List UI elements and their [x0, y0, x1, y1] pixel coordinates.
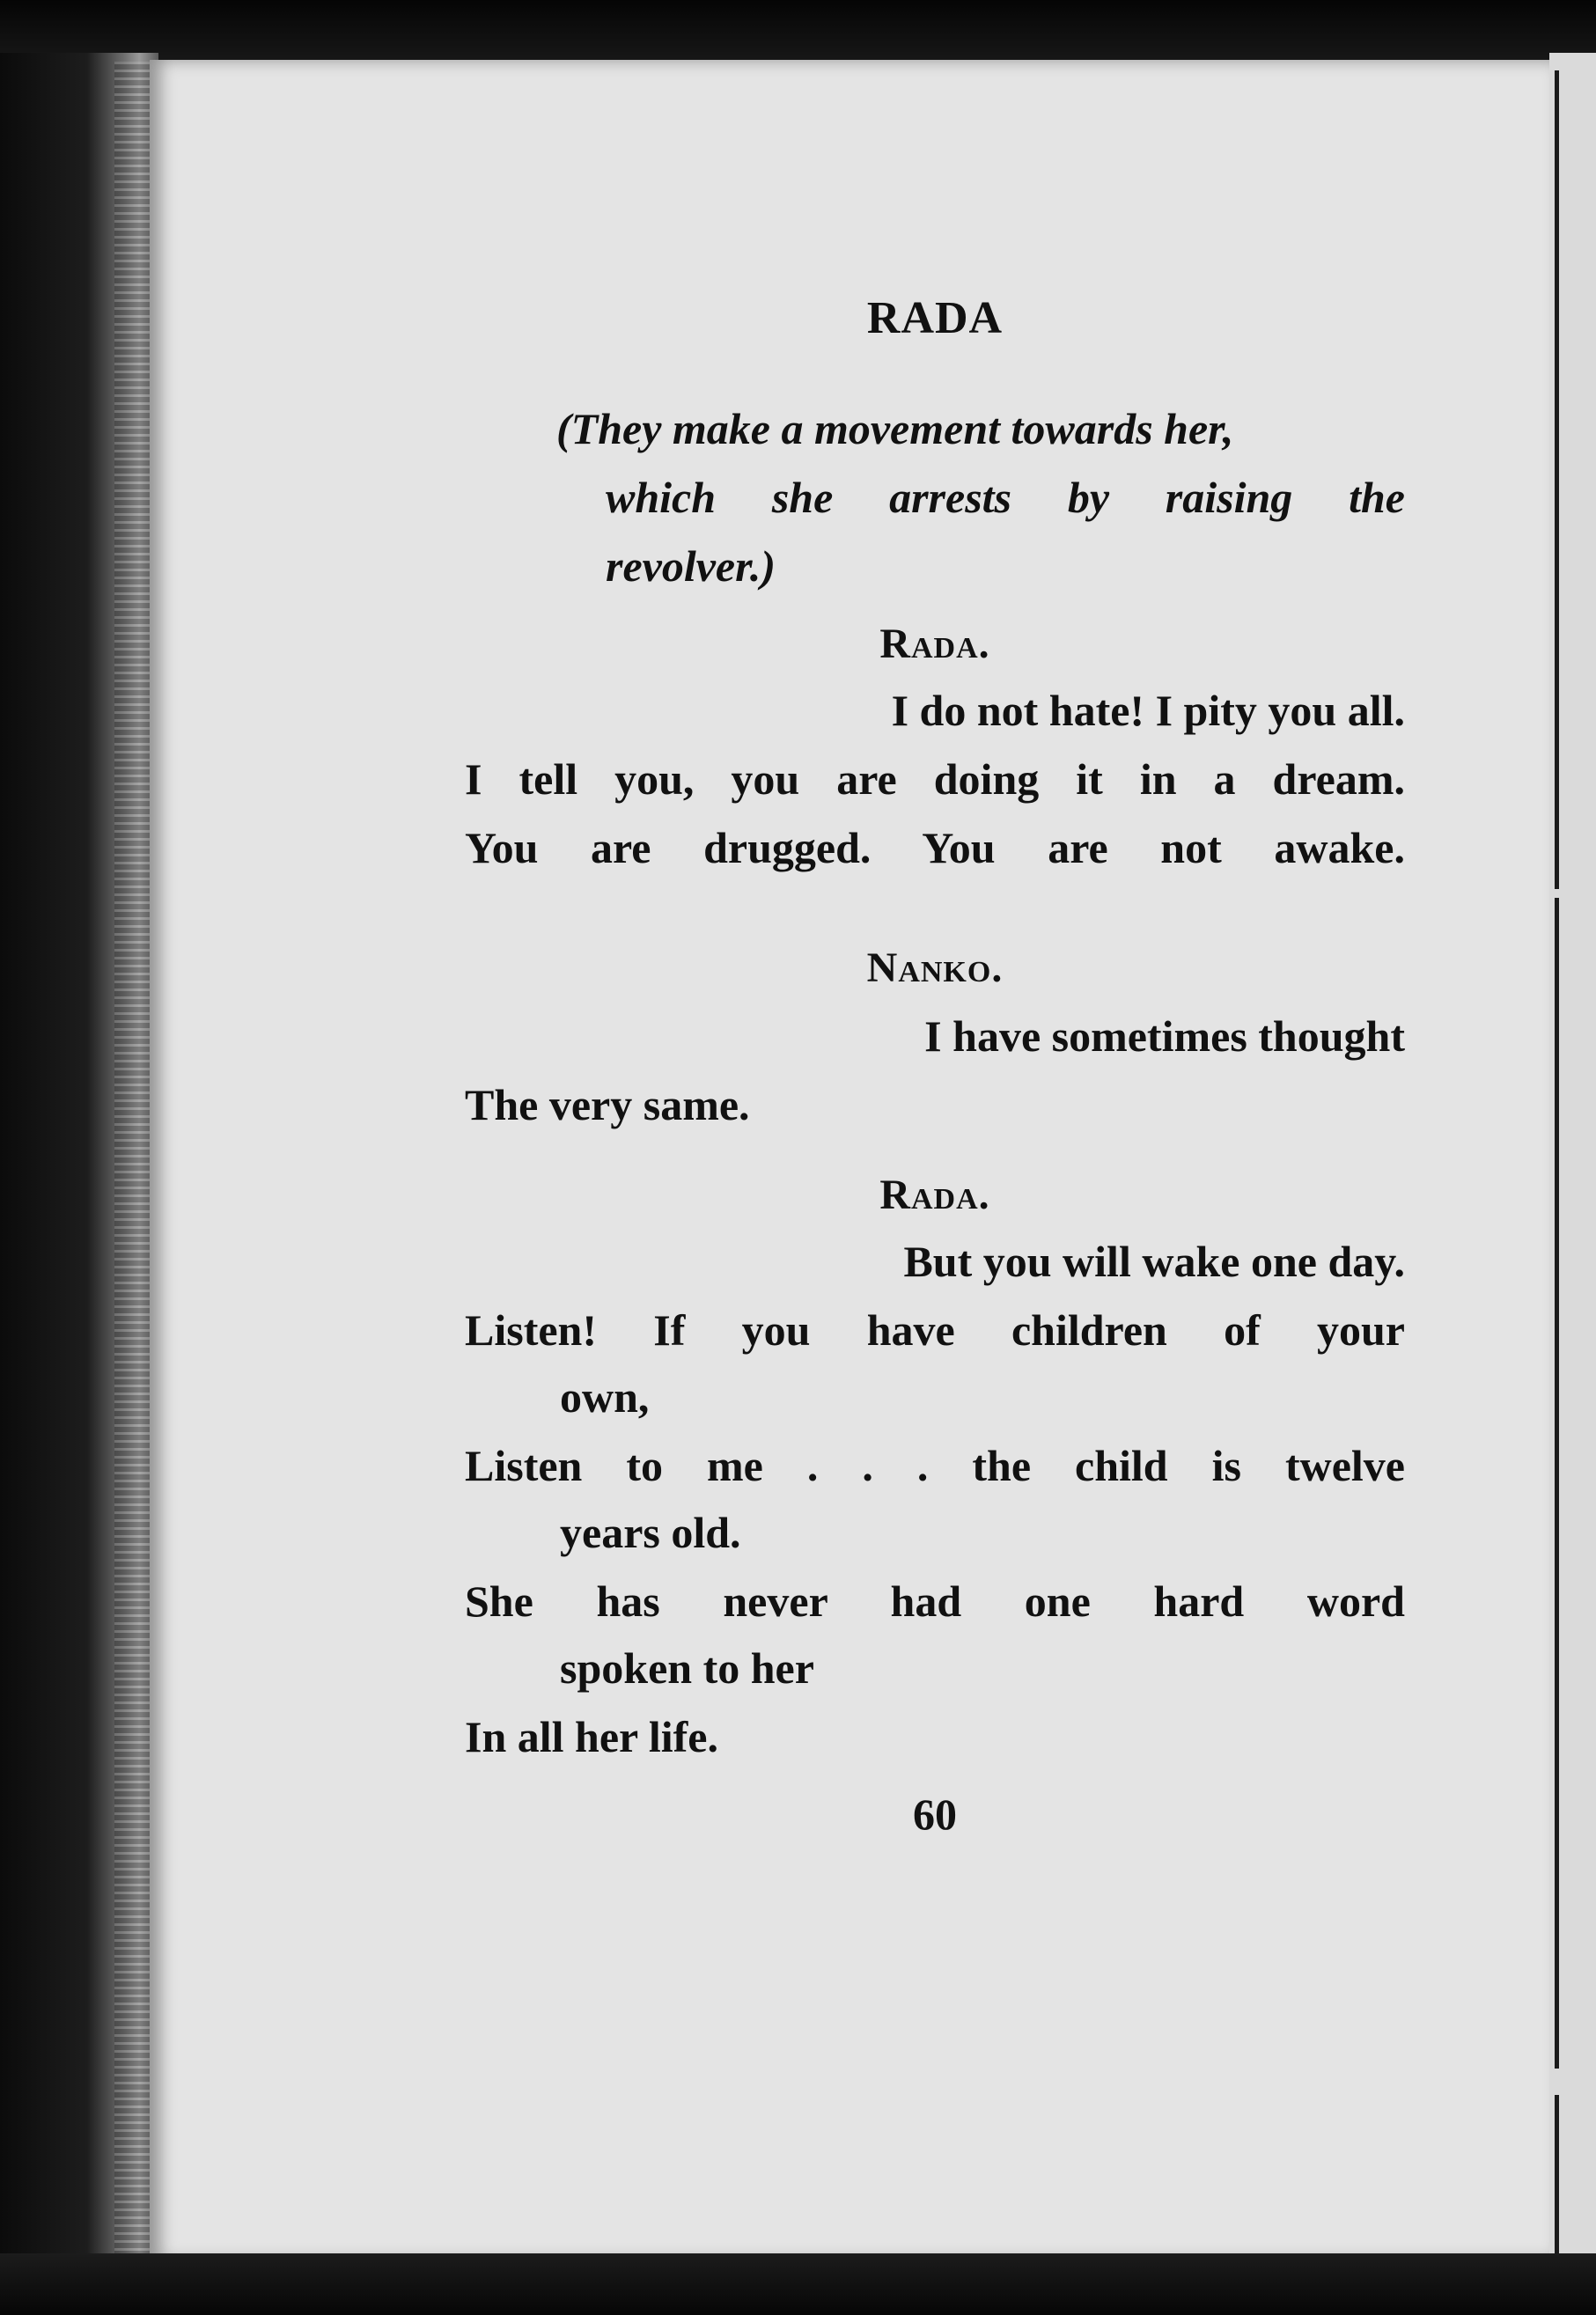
right-edge-rule [1555, 70, 1559, 889]
verse-line: Listen! If you have children of your [465, 1305, 1405, 1355]
verse-line: You are drugged. You are not awake. [465, 823, 1405, 872]
verse-line-continuation: years old. [560, 1508, 741, 1557]
verse-line: I have sometimes thought [924, 1011, 1405, 1061]
right-edge-rule [1555, 2095, 1559, 2262]
verse-line: In all her life. [465, 1712, 718, 1761]
scan-bottom-shadow [0, 2253, 1596, 2315]
verse-line: I do not hate! I pity you all. [891, 686, 1405, 735]
verse-line: She has never had one hard word [465, 1576, 1405, 1626]
page-number: 60 [913, 1790, 957, 1839]
stage-direction-line: (They make a movement towards her, [556, 404, 1234, 453]
speaker-name: Rada. [879, 621, 990, 667]
book-page [150, 60, 1549, 2260]
stage-direction [556, 394, 1405, 600]
speaker-name: Rada. [879, 1172, 990, 1218]
right-edge-rule [1555, 898, 1559, 2069]
verse-line: Listen to me . . . the child is twelve [465, 1441, 1405, 1490]
stage-direction-line: which she arrests by raising the [606, 473, 1405, 522]
stage-direction-line: revolver.) [606, 541, 776, 591]
running-head: RADA [866, 293, 1004, 343]
verse-line: The very same. [465, 1080, 750, 1129]
speaker-name: Nanko. [866, 944, 1004, 991]
verse-line-continuation: own, [560, 1372, 650, 1422]
verse-line-continuation: spoken to her [560, 1643, 814, 1693]
verse-line: I tell you, you are doing it in a dream. [465, 754, 1405, 804]
verse-line: But you will wake one day. [903, 1237, 1405, 1286]
